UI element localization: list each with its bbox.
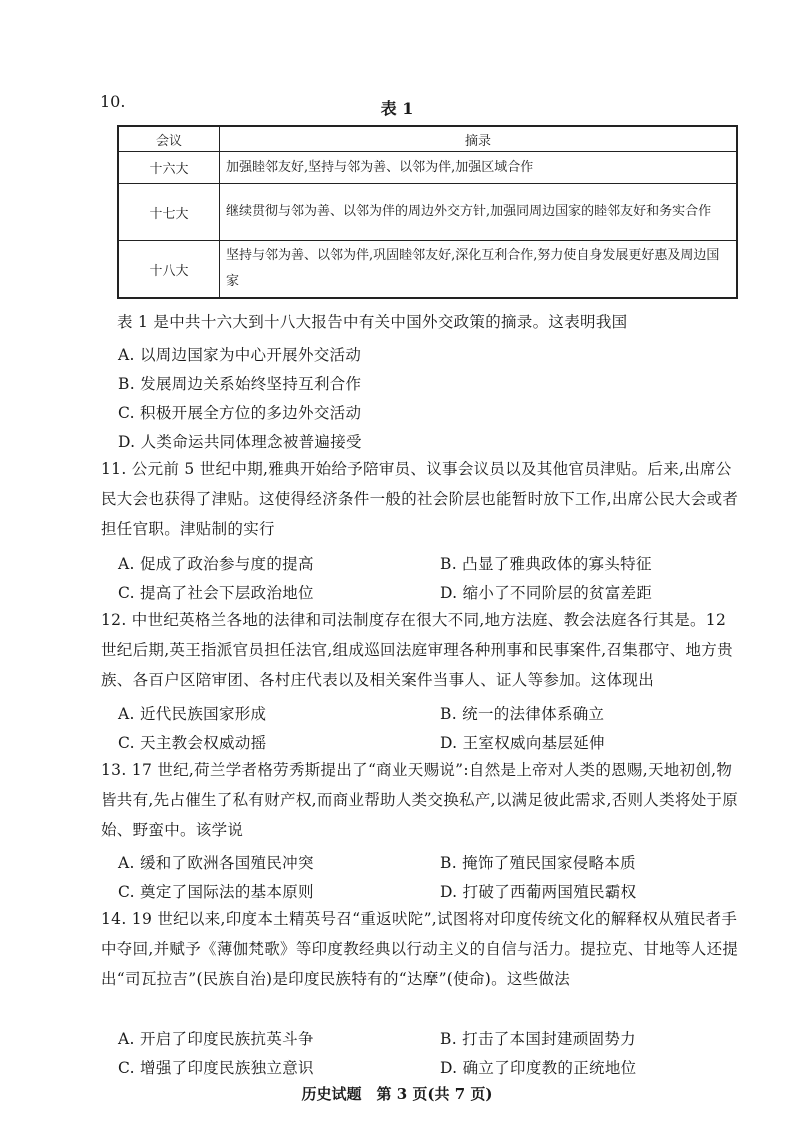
question-14-option-d: D. 确立了印度教的正统地位 [440, 1059, 637, 1077]
question-12-option-b: B. 统一的法律体系确立 [440, 705, 605, 723]
table-title: 表 1 [380, 99, 414, 118]
question-13-stem: 13. 17 世纪,荷兰学者格劳秀斯提出了“商业天赐说”:自然是上帝对人类的恩赐,天地初创,物皆共有,先占催生了私有财产权,而商业帮助人类交换私产,以满足彼此需求,否则人类将处于原始、野蛮中。该学说 [101, 761, 739, 839]
table-header-row [118, 126, 737, 152]
question-14-stem: 14. 19 世纪以来,印度本土精英号召“重返吠陀”,试图将对印度传统文化的解释权从殖民者手中夺回,并赋予《薄伽梵歌》等印度教经典以行动主义的自信与活力。提拉克、甘地等人还提出“司瓦拉吉”(民族自治)是印度民族特有的“达摩”(使命)。这些做法 [101, 910, 739, 988]
question-10-option-b: B. 发展周边关系始终坚持互利合作 [118, 375, 362, 393]
row-meeting: 十八大 [118, 241, 220, 299]
policy-table [117, 125, 738, 299]
question-11-option-b: B. 凸显了雅典政体的寡头特征 [440, 555, 652, 573]
question-12-option-d: D. 王室权威向基层延伸 [440, 734, 605, 752]
question-10-option-c: C. 积极开展全方位的多边外交活动 [118, 404, 362, 422]
row-excerpt: 继续贯彻与邻为善、以邻为伴的周边外交方针,加强同周边国家的睦邻友好和务实合作 [220, 184, 738, 241]
row-meeting: 十六大 [118, 152, 220, 184]
question-12-option-c: C. 天主教会权威动摇 [118, 734, 267, 752]
table-row [118, 241, 737, 299]
question-11-option-a: A. 促成了政治参与度的提高 [118, 555, 314, 573]
question-11-option-d: D. 缩小了不同阶层的贫富差距 [440, 584, 653, 602]
table-row [118, 184, 737, 241]
question-10-stem: 表 1 是中共十六大到十八大报告中有关中国外交政策的摘录。这表明我国 [117, 313, 628, 331]
question-11-stem: 11. 公元前 5 世纪中期,雅典开始给予陪审员、议事会议员以及其他官员津贴。后来,出席公民大会也获得了津贴。这使得经济条件一般的社会阶层也能暂时放下工作,出席公民大会或者担任官职。津贴制的实行 [101, 460, 739, 538]
question-12-stem: 12. 中世纪英格兰各地的法律和司法制度存在很大不同,地方法庭、教会法庭各行其是。12 世纪后期,英王指派官员担任法官,组成巡回法庭审理各种刑事和民事案件,召集郡守、地方贵族、各百户区陪审团、各村庄代表以及相关案件当事人、证人等参加。这体现出 [101, 611, 733, 689]
question-10-number: 10. [100, 92, 126, 111]
question-10-option-a: A. 以周边国家为中心开展外交活动 [118, 346, 362, 364]
row-meeting: 十七大 [118, 184, 220, 241]
question-14-option-a: A. 开启了印度民族抗英斗争 [118, 1030, 314, 1048]
header-meeting: 会议 [118, 126, 220, 152]
row-excerpt: 坚持与邻为善、以邻为伴,巩固睦邻友好,深化互利合作,努力使自身发展更好惠及周边国家 [220, 241, 738, 299]
question-13-option-b: B. 掩饰了殖民国家侵略本质 [440, 854, 636, 872]
question-11-option-c: C. 提高了社会下层政治地位 [118, 584, 314, 602]
header-excerpt: 摘录 [220, 126, 738, 152]
question-10-option-d: D. 人类命运共同体理念被普遍接受 [118, 433, 362, 451]
question-14-option-b: B. 打击了本国封建顽固势力 [440, 1030, 636, 1048]
row-excerpt: 加强睦邻友好,坚持与邻为善、以邻为伴,加强区域合作 [220, 152, 738, 184]
table-row [118, 152, 737, 184]
question-13-option-d: D. 打破了西葡两国殖民霸权 [440, 883, 637, 901]
question-13-option-c: C. 奠定了国际法的基本原则 [118, 883, 314, 901]
question-13-option-a: A. 缓和了欧洲各国殖民冲突 [118, 854, 314, 872]
page-footer: 历史试题 第 3 页(共 7 页) [301, 1085, 493, 1103]
question-14-option-c: C. 增强了印度民族独立意识 [118, 1059, 314, 1077]
question-12-option-a: A. 近代民族国家形成 [118, 705, 267, 723]
